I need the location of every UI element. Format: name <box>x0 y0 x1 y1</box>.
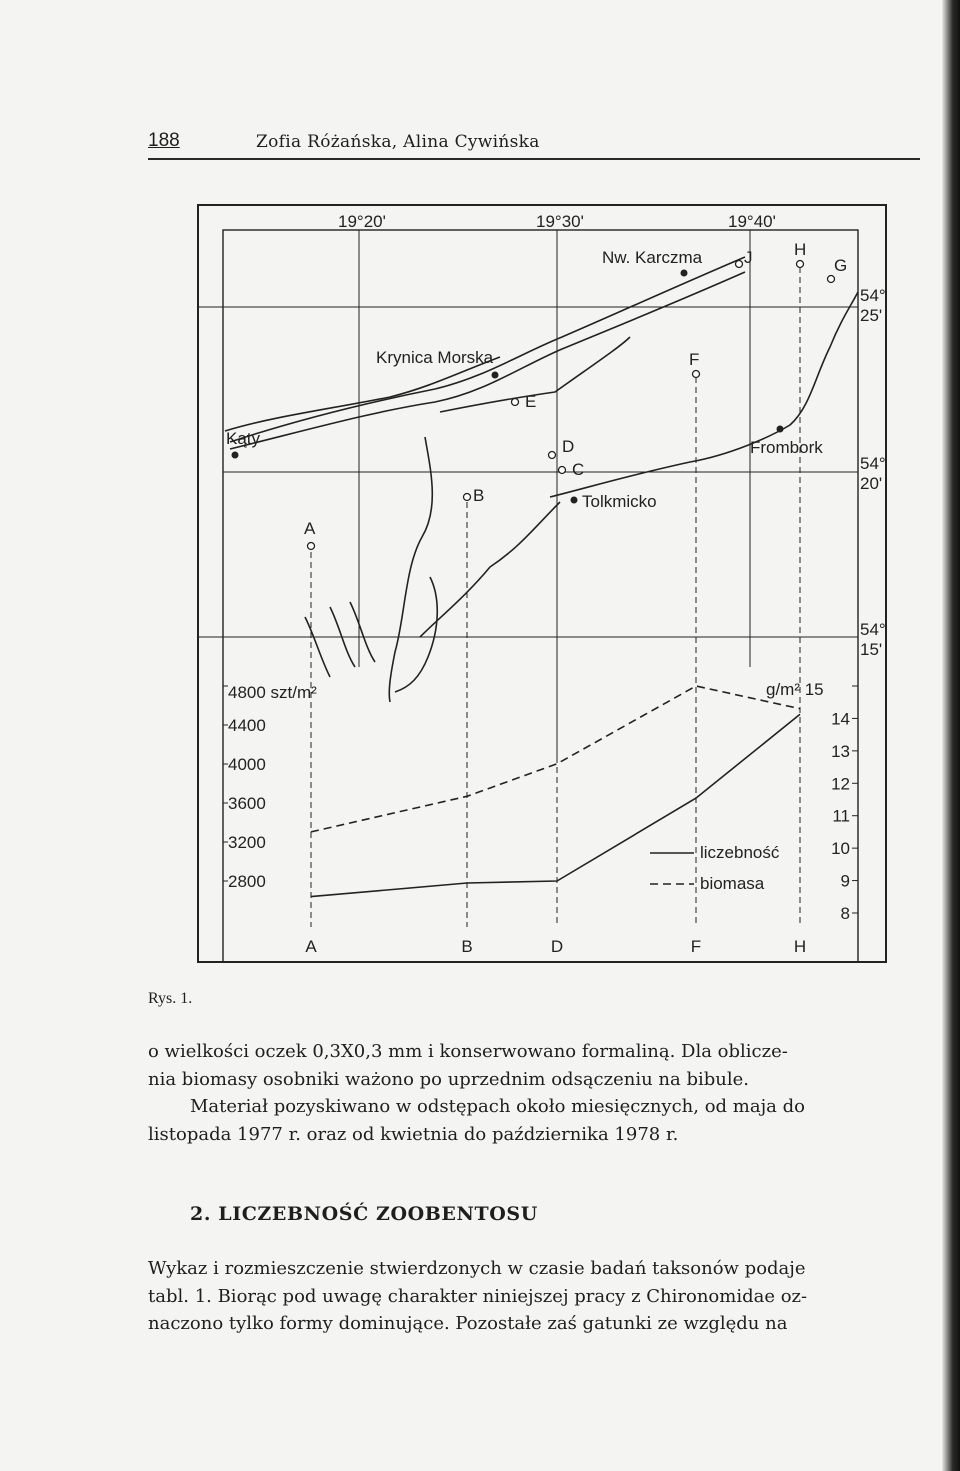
coastlines <box>225 257 858 702</box>
lat-label-20-deg: 54° <box>860 454 886 473</box>
right-tick-label: 13 <box>831 741 850 761</box>
figure-caption: Rys. 1. <box>148 990 193 1007</box>
paragraph-methods <box>148 1038 921 1148</box>
series-line-biomasa <box>311 686 800 832</box>
station-markers <box>308 261 835 550</box>
lon-label-1940: 19°40' <box>728 212 776 231</box>
station-label-f: F <box>689 350 700 369</box>
station-label-a: A <box>304 519 316 538</box>
station-label-c: C <box>572 460 585 479</box>
paragraph-taxa <box>148 1255 921 1338</box>
place-nw-karczma: Nw. Karczma <box>602 248 703 267</box>
place-katy: Kąty <box>226 429 261 448</box>
place-tolkmicko: Tolkmicko <box>582 492 657 511</box>
page-edge-shadow <box>942 0 960 1471</box>
station-label-e: E <box>525 392 537 411</box>
legend-liczebnosc-label: liczebność <box>700 843 780 862</box>
running-header <box>148 130 920 160</box>
right-tick-label: 14 <box>831 709 850 729</box>
station-label-b: B <box>473 486 485 505</box>
lon-label-1930: 19°30' <box>536 212 584 231</box>
town-markers <box>232 270 784 504</box>
page-number: 188 <box>148 130 180 151</box>
paragraph-line: nia biomasy osobniki ważono po uprzednim odsączeniu na bibule. <box>148 1068 750 1090</box>
right-tick-label: 11 <box>832 806 850 826</box>
place-krynica-morska: Krynica Morska <box>376 348 494 367</box>
x-tick-label: A <box>305 937 317 956</box>
paragraph-line: o wielkości oczek 0,3X0,3 mm i konserwowano formaliną. Dla oblicze- <box>148 1041 788 1062</box>
krynica-coast <box>225 357 500 431</box>
vistula-mouth <box>395 577 437 692</box>
running-authors: Zofia Różańska, Alina Cywińska <box>256 132 540 152</box>
lat-label-25-min: 25' <box>860 306 883 325</box>
map-chart-svg <box>190 197 890 967</box>
right-tick-label: 10 <box>831 839 850 859</box>
paragraph-line: Wykaz i rozmieszczenie stwierdzonych w czasie badań taksonów podaje <box>148 1258 806 1279</box>
delta-channel-3 <box>350 602 375 662</box>
figure-map-chart <box>190 197 890 967</box>
x-tick-label: F <box>690 937 702 956</box>
lat-label-20-min: 20' <box>860 474 883 493</box>
series-line-liczebnosc <box>311 714 800 896</box>
station-label-g: G <box>834 256 848 275</box>
outer-frame <box>198 205 886 962</box>
lat-label-15-deg: 54° <box>860 620 886 639</box>
chart-layer <box>223 686 858 956</box>
legend-biomasa-label: biomasa <box>700 874 765 893</box>
header-rule <box>148 158 920 160</box>
section-heading: 2. LICZEBNOŚĆ ZOOBENTOSU <box>190 1203 538 1225</box>
left-tick-label: 4000 <box>228 755 266 774</box>
lat-label-15-min: 15' <box>860 640 883 659</box>
right-axis-unit: g/m² 15 <box>766 680 824 699</box>
lat-label-25-deg: 54° <box>860 286 886 305</box>
paragraph-line-text: Materiał pozyskiwano w odstępach około miesięcznych, od maja do <box>190 1096 805 1117</box>
station-label-d: D <box>562 437 575 456</box>
left-tick-label: 3600 <box>228 794 266 813</box>
left-tick-label: 2800 <box>228 872 266 891</box>
paragraph-line: listopada 1977 r. oraz od kwietnia do października 1978 r. <box>148 1123 679 1145</box>
tolkmicko-coast <box>420 502 560 637</box>
left-tick-label: 4400 <box>228 716 266 735</box>
lon-label-1920: 19°20' <box>338 212 386 231</box>
x-tick-label: H <box>793 937 807 956</box>
station-label-j: J <box>744 248 753 267</box>
x-tick-label: D <box>550 937 564 956</box>
right-tick-label: 12 <box>831 774 850 794</box>
delta-channel-1 <box>305 617 330 677</box>
paragraph-line: naczono tylko formy dominujące. Pozostałe zaś gatunki ze względu na <box>148 1313 788 1334</box>
left-axis-unit: 4800 szt/m² <box>228 683 317 702</box>
paragraph-line <box>148 1093 921 1121</box>
right-tick-label: 8 <box>840 904 850 923</box>
paragraph-line: tabl. 1. Biorąc pod uwagę charakter niniejszej pracy z Chironomidae oz- <box>148 1285 808 1307</box>
x-tick-label: B <box>461 937 473 956</box>
station-label-h: H <box>794 240 807 259</box>
left-tick-label: 3200 <box>228 833 266 852</box>
right-tick-label: 9 <box>840 871 850 891</box>
place-frombork: Frombork <box>750 438 823 457</box>
